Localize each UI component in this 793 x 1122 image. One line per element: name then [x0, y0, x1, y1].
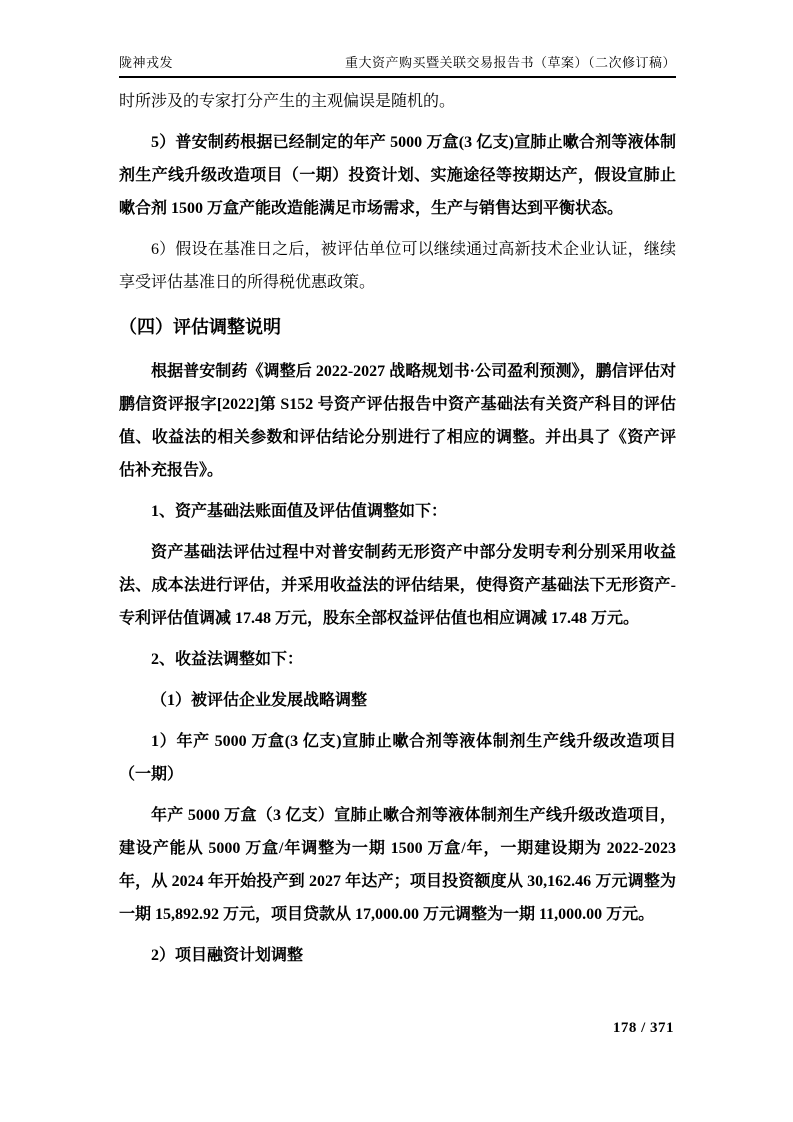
page-number: 178 / 371 — [612, 1020, 674, 1036]
paragraph-assumption-6: 6）假设在基准日之后，被评估单位可以继续通过高新技术企业认证，继续享受评估基准日的所得税优惠政策。 — [119, 241, 676, 291]
paragraph-adjustment-intro: 根据普安制药《调整后 2022-2027 战略规划书·公司盈利预测》，鹏信评估对鹏信资评报字[2022]第 S152 号资产评估报告中资产基础法有关资产科目的评估值、收益法的相关参数和评估结论分别进行了相应的调整。并出具了《资产评估补充报告》。 — [119, 363, 676, 479]
paragraph-assumption-5: 5）普安制药根据已经制定的年产 5000 万盒(3 亿支)宣肺止嗽合剂等液体制剂生产线升级改造项目（一期）投资计划、实施途径等按期达产，假设宣肺止嗽合剂 1500 万盒产能改造能满足市场需求，生产与销售达到平衡状态。 — [119, 134, 676, 217]
subheading-item-2-1-2: 2）项目融资计划调整 — [151, 947, 304, 964]
subheading-item-1: 1、资产基础法账面值及评估值调整如下： — [151, 503, 448, 520]
subheading-item-2-1-1: 1）年产 5000 万盒(3 亿支)宣肺止嗽合剂等液体制剂生产线升级改造项目（一期） — [119, 733, 676, 783]
paragraph-item-1-detail: 资产基础法评估过程中对普安制药无形资产中部分发明专利分别采用收益法、成本法进行评估，并采用收益法的评估结果，使得资产基础法下无形资产-专利评估值调减 17.48 万元，股东全部权益评估值也相应调减 17.48 万元。 — [119, 544, 676, 627]
subheading-item-2-1: （1）被评估企业发展战略调整 — [151, 692, 368, 709]
header-company-short-name: 陇神戎发 — [119, 55, 174, 70]
header-document-title: 重大资产购买暨关联交易报告书（草案）（二次修订稿） — [344, 55, 676, 70]
paragraph-project-detail: 年产 5000 万盒（3 亿支）宣肺止嗽合剂等液体制剂生产线升级改造项目，建设产能从 5000 万盒/年调整为一期 1500 万盒/年，一期建设期为 2022-2023 年，从 2024 年开始投产到 2027 年达产；项目投资额度从 30,162.46 万元调整为一期 15,892.92 万元，项目贷款从 17,000.00 万元调整为一期 11,000.00 万元。 — [119, 807, 676, 923]
paragraph-continuation: 时所涉及的专家打分产生的主观偏误是随机的。 — [119, 93, 456, 110]
subheading-item-2: 2、收益法调整如下： — [151, 651, 304, 668]
section-heading-4: （四）评估调整说明 — [119, 317, 281, 337]
document-body — [119, 85, 676, 980]
page-header — [119, 52, 676, 78]
